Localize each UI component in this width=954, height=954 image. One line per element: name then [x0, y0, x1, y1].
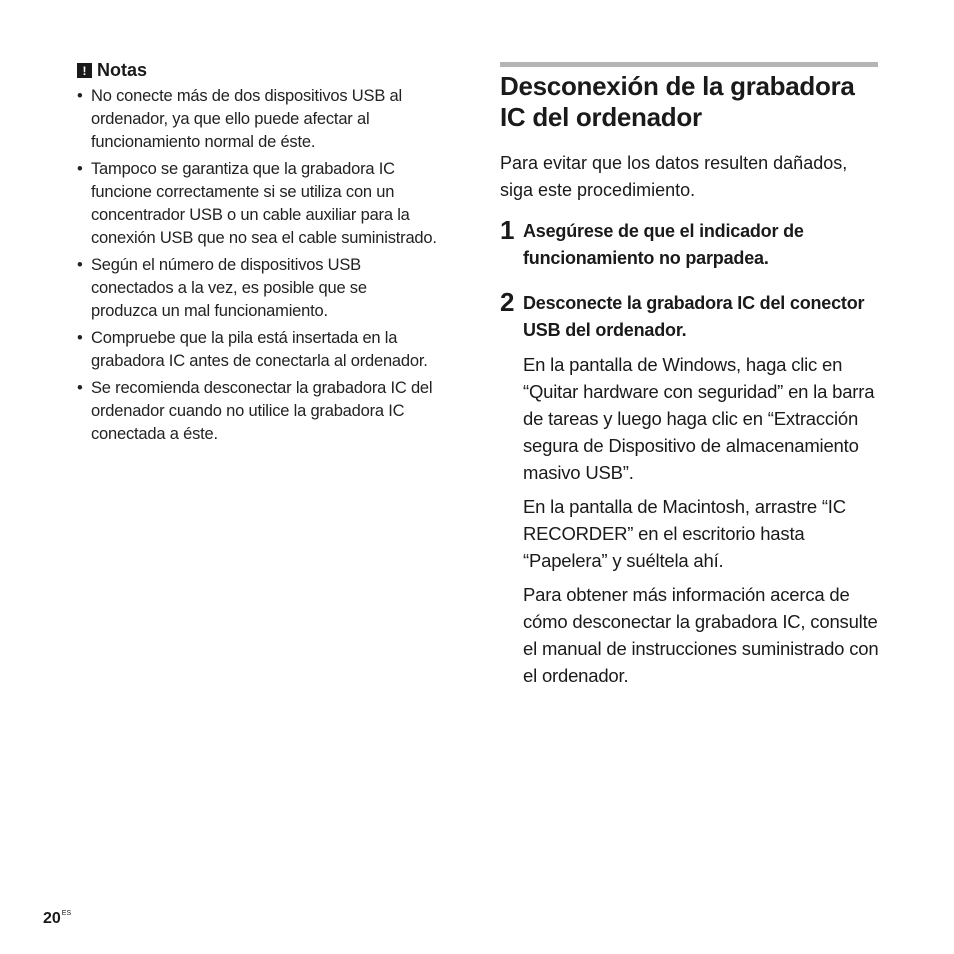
section-title: Desconexión de la grabadora IC del ordenador	[500, 71, 855, 132]
notes-section	[77, 60, 437, 450]
step-paragraph-macintosh: En la pantalla de Macintosh, arrastre “IC RECORDER” en el escritorio hasta “Papelera” y suéltela ahí.	[523, 496, 846, 571]
notes-heading-label: Notas	[97, 60, 148, 80]
step-title: Desconecte la grabadora IC del conector USB del ordenador.	[523, 293, 865, 340]
step-paragraph-windows: En la pantalla de Windows, haga clic en “Quitar hardware con seguridad” en la barra de tareas y luego haga clic en “Extracción segura de Dispositivo de almacenamiento masivo USB”.	[523, 354, 875, 483]
note-item: • Compruebe que la pila está insertada en la grabadora IC antes de conectarla al ordenador.	[77, 327, 437, 373]
step-paragraph-more-info: Para obtener más información acerca de cómo desconectar la grabadora IC, consulte el manual de instrucciones suministrado con el ordenador.	[523, 584, 879, 686]
note-item: • Se recomienda desconectar la grabadora IC del ordenador cuando no utilice la grabadora IC conectada a éste.	[77, 377, 437, 446]
note-warning-icon: !	[77, 63, 92, 78]
disconnect-section	[500, 62, 880, 689]
section-rule	[500, 62, 878, 67]
note-item: • Tampoco se garantiza que la grabadora IC funcione correctamente si se utiliza con un concentrador USB o un cable auxiliar para la conexión USB que no sea el cable suministrado.	[77, 158, 437, 250]
note-item: • No conecte más de dos dispositivos USB al ordenador, ya que ello puede afectar al funcionamiento normal de éste.	[77, 85, 437, 154]
step-number: 1	[500, 215, 515, 245]
page-number: 20	[43, 910, 61, 927]
page-footer	[43, 910, 71, 928]
page-language: ES	[61, 910, 72, 917]
notes-heading	[77, 60, 437, 81]
step-2	[500, 287, 880, 689]
notes-list	[77, 85, 437, 446]
step-1	[500, 215, 880, 272]
step-number: 2	[500, 287, 515, 317]
step-title: Asegúrese de que el indicador de funcionamiento no parpadea.	[523, 221, 804, 268]
section-intro: Para evitar que los datos resulten dañados, siga este procedimiento.	[500, 153, 848, 200]
note-item: • Según el número de dispositivos USB conectados a la vez, es posible que se produzca un mal funcionamiento.	[77, 254, 437, 323]
